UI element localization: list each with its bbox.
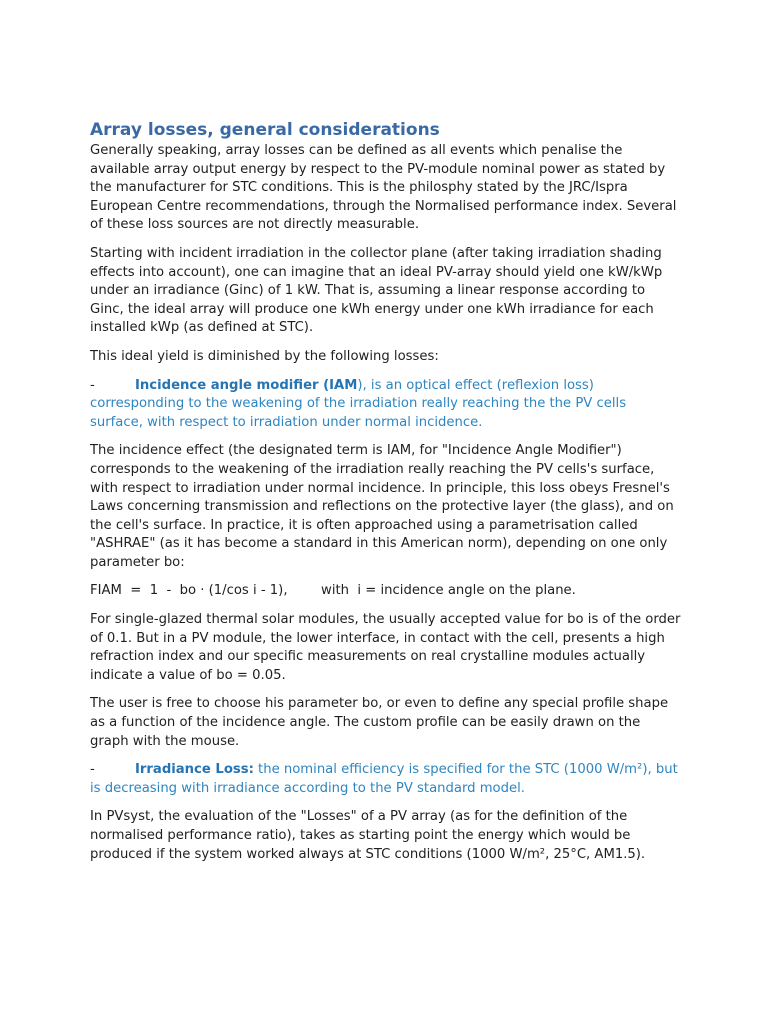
bullet-iam-lead: Incidence angle modifier (IAM xyxy=(135,377,358,393)
document-page xyxy=(90,118,682,874)
bullet-dash: - xyxy=(90,762,95,778)
bullet-iam-text: ), is an optical effect (reflexion loss) corresponding to the weakening of the irradiation really reaching the the PV cells surface, with respect to irradiation under normal incidence. xyxy=(90,377,627,430)
paragraph-pvsyst-losses: In PVsyst, the evaluation of the "Losses" of a PV array (as for the definition of the normalised performance ratio), takes as starting point the energy which would be produced if the system worked always at STC conditions (1000 W/m², 25°C, AM1.5). xyxy=(90,809,646,862)
bullet-irradiance-loss xyxy=(90,761,682,798)
bullet-iam xyxy=(90,377,682,433)
paragraph-ideal-array: Starting with incident irradiation in the collector plane (after taking irradiation shading effects into account), one can imagine that an ideal PV-array should yield one kW/kWp under an irradiance (Ginc) of 1 kW. That is, assuming a linear response according to Ginc, the ideal array will produce one kWh energy under one kWh irradiance for each installed kWp (as defined at STC). xyxy=(90,245,663,336)
section-heading: Array losses, general considerations xyxy=(90,120,440,140)
bullet-irradiance-text: the nominal efficiency is specified for the STC (1000 W/m²), but is decreasing with irradiance according to the PV standard model. xyxy=(90,762,678,796)
bullet-irradiance-lead: Irradiance Loss: xyxy=(135,762,254,778)
paragraph-custom-profile: The user is free to choose his parameter bo, or even to define any special profile shape as a function of the incidence angle. The custom profile can be easily drawn on the graph with the mouse. xyxy=(90,696,669,749)
paragraph-definition: Generally speaking, array losses can be defined as all events which penalise the available array output energy by respect to the PV-module nominal power as stated by the manufacturer for STC conditions. This is the philosphy stated by the JRC/Ispra European Centre recommendations, through the Normalised performance index. Several of these loss sources are not directly measurable. xyxy=(90,143,677,233)
paragraph-bo-value: For single-glazed thermal solar modules, the usually accepted value for bo is of the order of 0.1. But in a PV module, the lower interface, in contact with the cell, presents a high refraction index and our specific measurements on real crystalline modules actually indicate a value of bo = 0.05. xyxy=(90,612,681,683)
formula-fiam: FIAM = 1 - bo · (1/cos i - 1), with i = incidence angle on the plane. xyxy=(90,583,576,599)
paragraph-incidence-effect: The incidence effect (the designated term is IAM, for "Incidence Angle Modifier") corresponds to the weakening of the irradiation really reaching the PV cells's surface, with respect to irradiation under normal incidence. In principle, this loss obeys Fresnel's Laws concerning transmission and reflections on the protective layer (the glass), and on the cell's surface. In practice, it is often approached using a parametrisation called "ASHRAE" (as it has become a standard in this American norm), depending on one only parameter bo: xyxy=(90,443,674,570)
bullet-dash: - xyxy=(90,377,95,393)
paragraph-losses-intro: This ideal yield is diminished by the following losses: xyxy=(90,348,439,364)
